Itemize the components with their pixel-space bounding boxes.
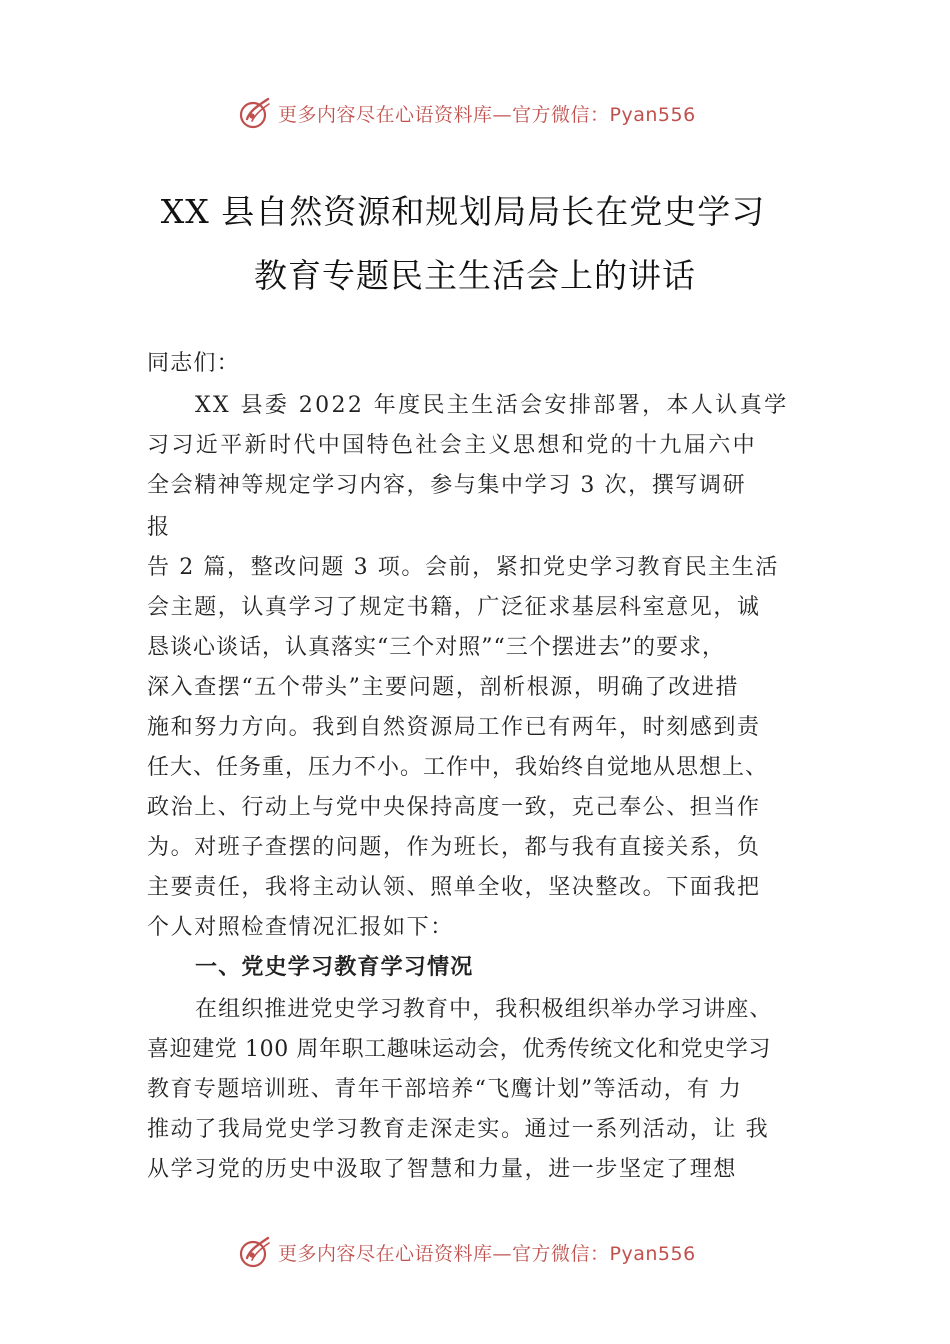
para1-line-9: 施和努力方向。我到自然资源局工作已有两年，时刻感到责 — [147, 715, 761, 740]
para1-line-2: 习习近平新时代中国特色社会主义思想和党的十九届六中 — [147, 433, 758, 458]
para1-line-5: 告 2 篇，整改问题 3 项。会前，紧扣党史学习教育民主生活 — [147, 555, 779, 580]
banner-text-cn: 更多内容尽在心语资料库—官方微信： — [278, 1242, 610, 1265]
banner-text-cn: 更多内容尽在心语资料库—官方微信： — [278, 103, 610, 126]
title-line-1: XX 县自然资源和规划局局长在党史学习 — [160, 192, 766, 231]
logo-icon — [238, 95, 274, 131]
banner-wechat-id: Pyan556 — [609, 103, 696, 126]
para1-line-8: 深入查摆“五个带头”主要问题，剖析根源，明确了改进措 — [147, 675, 740, 700]
para2-line-1: 在组织推进党史学习教育中，我积极组织举办学习讲座、 — [195, 997, 773, 1022]
para1-line-7: 恳谈心谈话，认真落实“三个对照”“三个摆进去”的要求， — [147, 635, 725, 660]
para1-line-3: 全会精神等规定学习内容，参与集中学习 3 次，撰写调研 — [147, 473, 747, 498]
section-heading-1: 一、党史学习教育学习情况 — [195, 955, 474, 980]
para1-line-14: 个人对照检查情况汇报如下： — [147, 915, 454, 940]
footer-banner — [0, 1232, 950, 1272]
banner-text — [278, 100, 696, 127]
para1-line-4: 报 — [147, 515, 171, 540]
banner-wechat-id: Pyan556 — [609, 1242, 696, 1265]
logo-icon — [238, 1234, 274, 1270]
para1-line-10: 任大、任务重，压力不小。工作中，我始终自觉地从思想上、 — [147, 755, 769, 780]
para2-line-4: 推动了我局党史学习教育走深走实。通过一系列活动，让 我 — [147, 1117, 770, 1142]
para1-line-6: 会主题，认真学习了规定书籍，广泛征求基层科室意见，诚 — [147, 595, 761, 620]
para1-line-1: XX 县委 2022 年度民主生活会安排部署，本人认真学 — [195, 393, 789, 418]
banner-text — [278, 1239, 696, 1266]
para1-line-11: 政治上、行动上与党中央保持高度一致，克己奉公、担当作 — [147, 795, 761, 820]
para2-line-2: 喜迎建党 100 周年职工趣味运动会，优秀传统文化和党史学习 — [147, 1037, 771, 1062]
para1-line-12: 为。对班子查摆的问题，作为班长，都与我有直接关系，负 — [147, 835, 761, 860]
greeting: 同志们： — [147, 351, 240, 376]
para1-line-13: 主要责任，我将主动认领、照单全收，坚决整改。下面我把 — [147, 875, 761, 900]
para2-line-3: 教育专题培训班、青年干部培养“飞鹰计划”等活动，有 力 — [147, 1077, 743, 1102]
header-banner — [0, 93, 950, 133]
para2-line-5: 从学习党的历史中汲取了智慧和力量，进一步坚定了理想 — [147, 1157, 738, 1182]
title-line-2: 教育专题民主生活会上的讲话 — [254, 256, 696, 295]
